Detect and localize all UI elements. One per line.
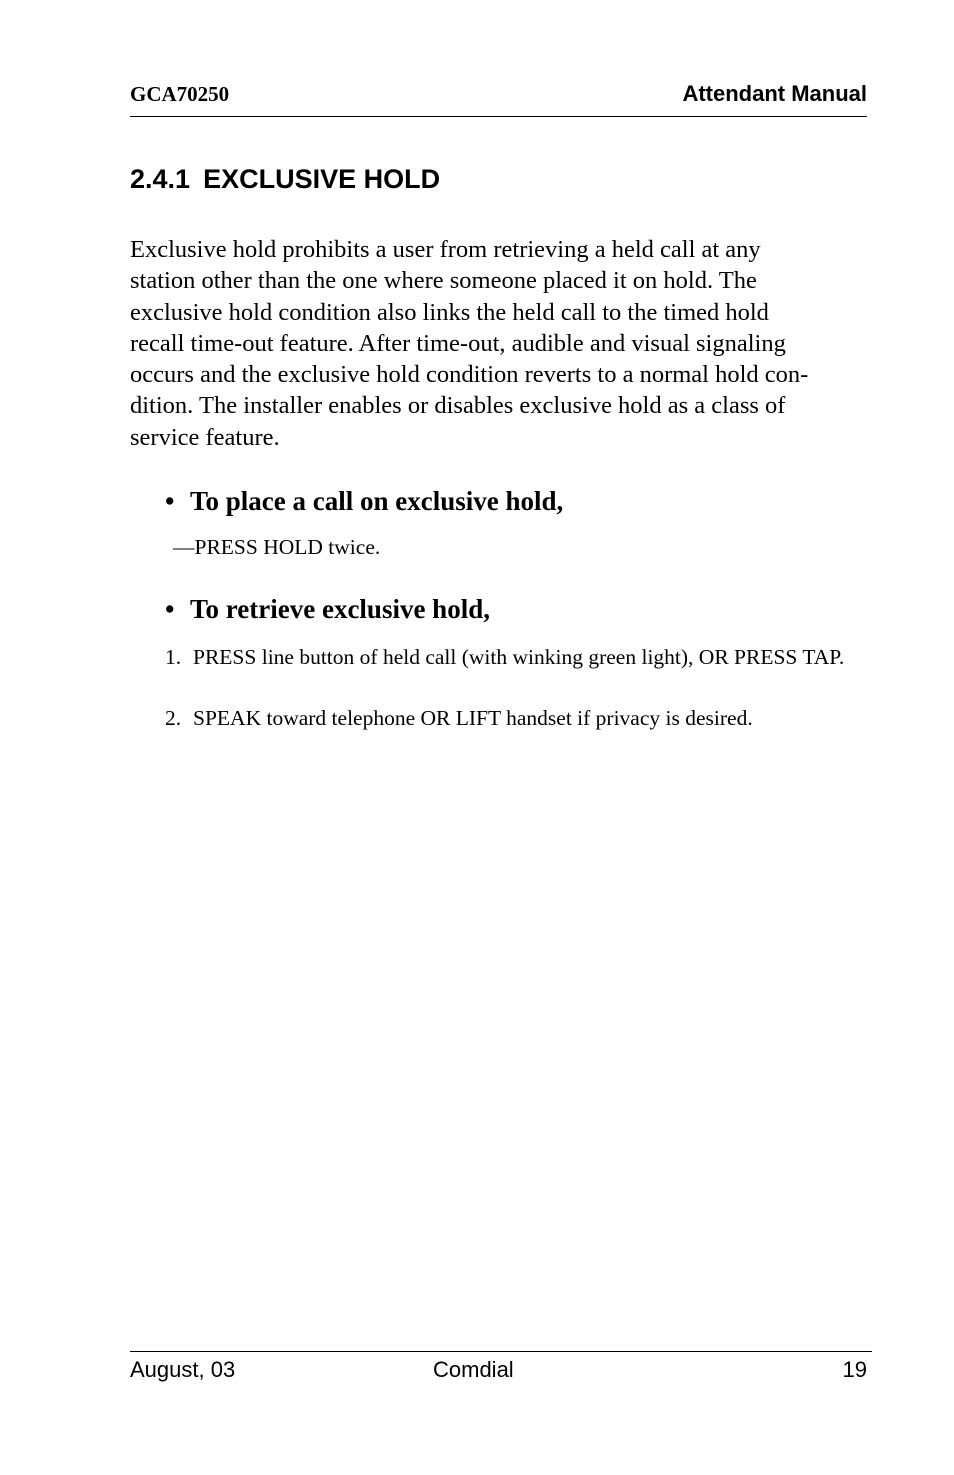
intro-line: recall time-out feature. After time-out, audible and visual signaling — [130, 329, 786, 357]
manual-title: Attendant Manual — [682, 81, 867, 106]
step-text: PRESS line button of held call (with winking green light), OR PRESS TAP. — [193, 645, 845, 669]
intro-line: station other than the one where someone placed it on hold. The — [130, 267, 757, 295]
section-title: EXCLUSIVE HOLD — [203, 164, 441, 194]
intro-line: Exclusive hold prohibits a user from retrieving a held call at any — [130, 236, 761, 263]
page-header — [130, 80, 867, 117]
bullet-icon: • — [165, 486, 175, 516]
document-code: GCA70250 — [130, 82, 230, 106]
section-number: 2.4.1 — [130, 164, 191, 194]
page-footer — [130, 1351, 872, 1392]
intro-line: occurs and the exclusive hold condition reverts to a normal hold con- — [130, 361, 809, 389]
step-number: 1. — [165, 645, 182, 669]
place-hold-step: —PRESS HOLD twice. — [173, 535, 381, 559]
retrieve-step-2 — [165, 704, 875, 732]
procedure-heading-retrieve-hold — [165, 594, 490, 625]
procedure-heading-place-hold — [165, 486, 563, 517]
intro-line: exclusive hold condition also links the held call to the timed hold — [130, 298, 769, 326]
retrieve-step-1 — [165, 643, 875, 671]
footer-date: August, 03 — [130, 1357, 236, 1382]
intro-line: service feature. — [130, 423, 280, 451]
footer-company: Comdial — [433, 1357, 514, 1382]
intro-line: dition. The installer enables or disables exclusive hold as a class of — [130, 392, 786, 420]
step-number: 2. — [165, 706, 182, 730]
procedure-heading-text: To retrieve exclusive hold, — [190, 594, 490, 624]
page-number: 19 — [842, 1357, 867, 1382]
procedure-heading-text: To place a call on exclusive hold, — [190, 486, 564, 516]
section-heading — [130, 164, 440, 195]
bullet-icon: • — [165, 594, 175, 624]
intro-paragraph — [130, 234, 867, 453]
step-text: SPEAK toward telephone OR LIFT handset if privacy is desired. — [193, 706, 753, 730]
